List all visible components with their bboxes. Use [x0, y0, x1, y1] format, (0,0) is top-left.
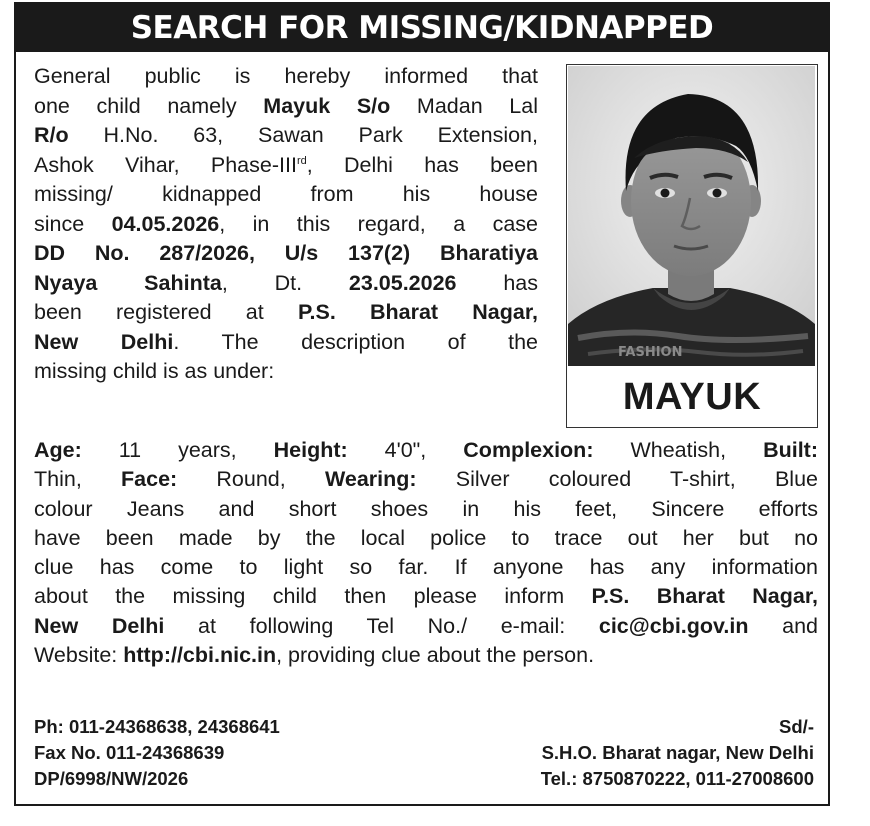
photo-caption: MAYUK — [622, 376, 762, 418]
intro-line — [34, 328, 538, 358]
height-label: Height: — [273, 438, 348, 462]
description-text: clue has come to light so far. If anyone has any information — [34, 555, 818, 580]
intro-text: has — [456, 270, 538, 295]
email-link[interactable]: cic@cbi.gov.in — [598, 613, 749, 638]
case-date: 23.05.2026 — [348, 270, 457, 295]
intro-paragraph — [34, 62, 538, 387]
police-station: P.S. Bharat Nagar, — [591, 584, 818, 609]
description-line — [34, 436, 818, 465]
footer-signatory — [541, 714, 814, 792]
age-label: Age: — [34, 438, 82, 462]
child-photo — [568, 66, 815, 366]
superscript: rd — [296, 154, 307, 167]
police-station: P.S. Bharat Nagar, — [297, 300, 538, 324]
description-text: about the missing child then please inform — [34, 584, 592, 609]
missing-notice — [14, 2, 830, 806]
intro-text: missing/ kidnapped from his house — [34, 182, 538, 206]
intro-line — [34, 92, 538, 122]
description-text: at following Tel No./ e-mail: — [164, 613, 599, 638]
footer-contacts — [34, 714, 280, 792]
address-text: H.No. 63, Sawan Park Extension, — [68, 123, 538, 147]
website-label: Website: — [34, 643, 124, 668]
wearing-value: Silver coloured T-shirt, Blue — [416, 467, 818, 492]
city: New Delhi — [34, 613, 165, 638]
intro-line — [34, 269, 538, 299]
missing-date: 04.05.2026 — [111, 211, 220, 236]
notice-title: SEARCH FOR MISSING/KIDNAPPED — [16, 4, 828, 52]
intro-line — [34, 210, 538, 240]
child-name: Mayuk S/o — [263, 93, 391, 118]
case-number: DD No. 287/2026, U/s 137(2) Bharatiya — [34, 241, 538, 265]
description-paragraph — [34, 436, 818, 670]
child-portrait-image — [568, 66, 815, 366]
intro-text: been registered at — [34, 300, 298, 324]
intro-line — [34, 298, 538, 328]
face-value: Round, — [177, 467, 325, 492]
case-law: Nyaya Sahinta — [34, 270, 222, 295]
description-text: colour Jeans and short shoes in his feet, Sincere efforts — [34, 496, 818, 521]
description-line — [34, 582, 818, 611]
complexion-label: Complexion: — [463, 438, 594, 462]
complexion-value: Wheatish, — [593, 438, 764, 462]
resident-label: R/o — [34, 123, 69, 147]
built-value: Thin, — [34, 467, 122, 492]
intro-text: , in this regard, a case — [219, 211, 538, 236]
height-value: 4'0", — [347, 438, 464, 462]
intro-text: , Dt. — [221, 270, 349, 295]
description-line — [34, 524, 818, 553]
intro-line — [34, 62, 538, 92]
intro-text: missing child is as under: — [34, 359, 275, 383]
address-text: Ashok Vihar, Phase-III — [34, 152, 297, 177]
face-label: Face: — [121, 467, 178, 492]
website-link[interactable]: http://cbi.nic.in — [123, 643, 277, 668]
description-text: , providing clue about the person. — [276, 643, 595, 668]
intro-text: Madan Lal — [390, 93, 538, 118]
description-line — [34, 612, 818, 641]
intro-line — [34, 357, 538, 387]
officer-telephone: Tel.: 8750870222, 011-27008600 — [540, 768, 814, 789]
photo-frame — [566, 64, 818, 428]
shirt-print: FASHION — [618, 345, 683, 360]
intro-text: General public is hereby informed that — [34, 64, 538, 88]
intro-text: , Delhi has been — [306, 152, 538, 177]
built-label: Built: — [763, 438, 818, 462]
reference-number: DP/6998/NW/2026 — [34, 768, 189, 789]
signature-mark: Sd/- — [779, 716, 814, 737]
description-text: and — [748, 613, 818, 638]
intro-line — [34, 151, 538, 181]
intro-line — [34, 180, 538, 210]
officer-title: S.H.O. Bharat nagar, New Delhi — [541, 742, 814, 763]
description-line — [34, 553, 818, 582]
description-line — [34, 641, 818, 670]
age-value: 11 years, — [81, 438, 274, 462]
description-text: have been made by the local police to trace out her but no — [34, 525, 818, 550]
fax-number: Fax No. 011-24368639 — [34, 742, 225, 763]
intro-line — [34, 121, 538, 151]
wearing-label: Wearing: — [324, 467, 417, 492]
description-line — [34, 495, 818, 524]
phone-numbers: Ph: 011-24368638, 24368641 — [34, 716, 280, 737]
intro-text: one child namely — [34, 93, 264, 118]
intro-line — [34, 239, 538, 269]
description-line — [34, 465, 818, 494]
intro-text: . The description of the — [173, 329, 538, 354]
city: New Delhi — [34, 329, 174, 354]
intro-text: since — [34, 211, 112, 236]
